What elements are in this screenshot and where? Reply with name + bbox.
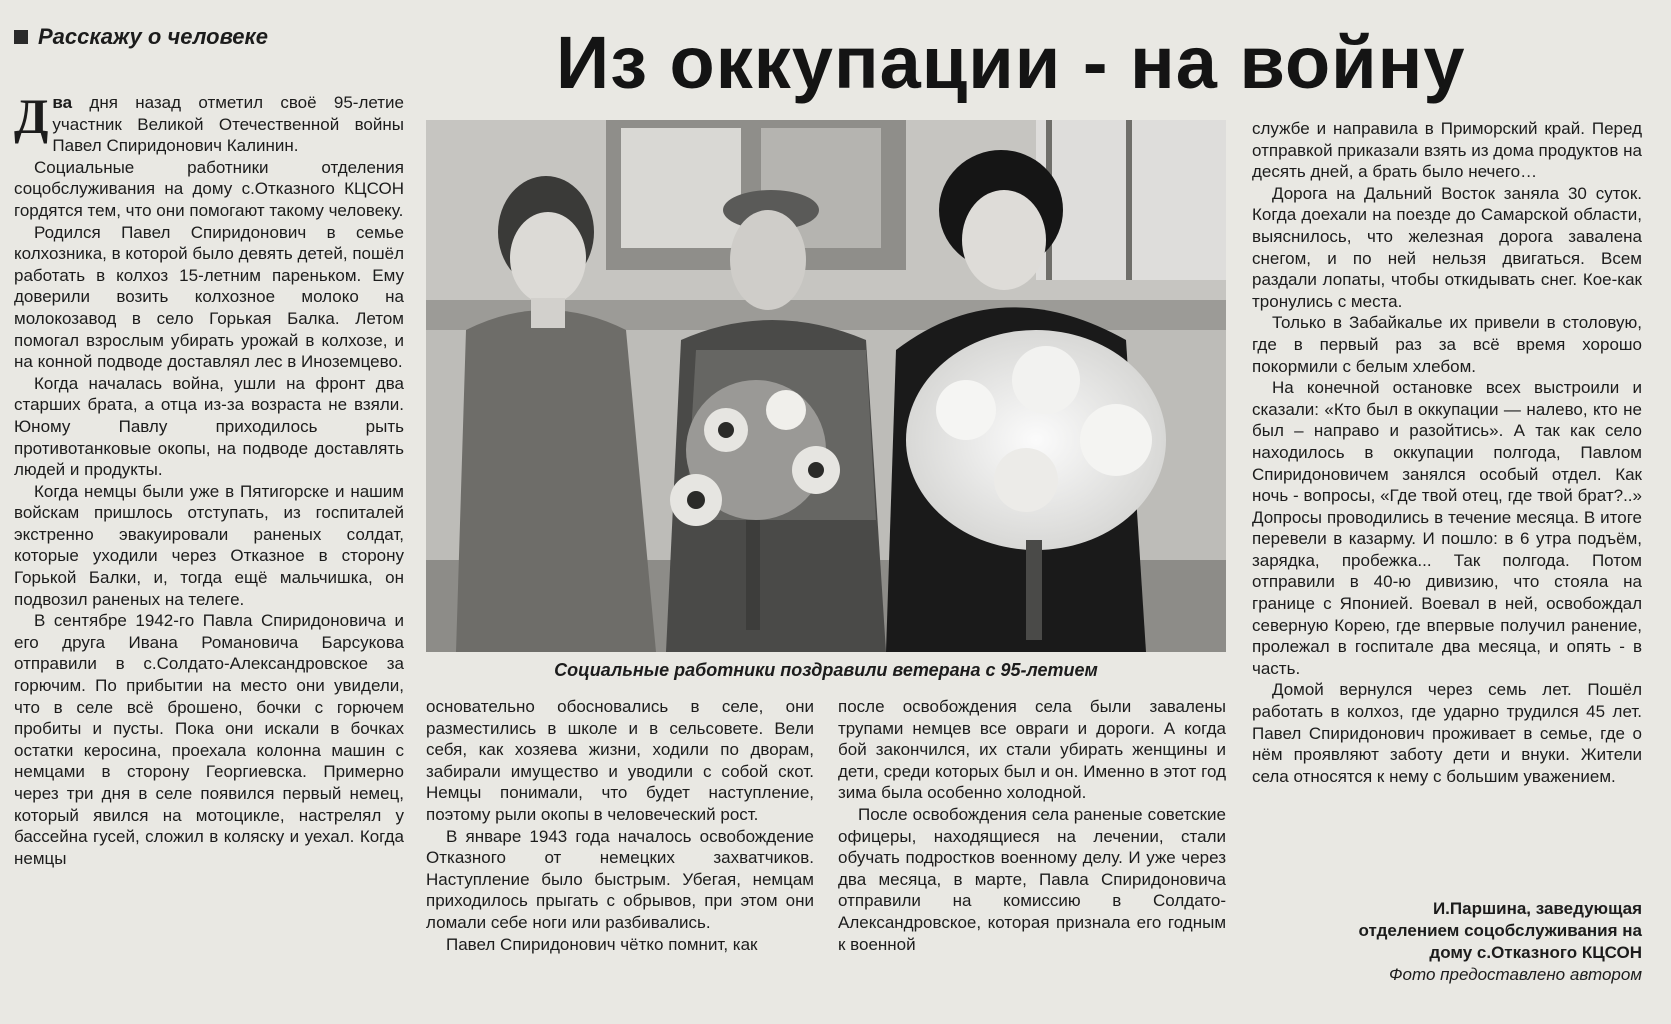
paragraph: Дорога на Дальний Восток заняла 30 суток. Когда доехали на поезде до Самарской области, выяснилось, что железная дорога завалена снегом, и по ней нельзя двигаться. Всем раздали лопаты, чтобы откидывать снег. Кое-как тронулись с места. (1252, 183, 1642, 311)
column-1 (14, 88, 404, 869)
lead-text: дня назад отметил своё 95-летие участник Великой Отечественной войны Павел Спиридонович Калинин. (52, 93, 404, 156)
lead-paragraph (14, 88, 404, 157)
paragraph: На конечной остановке всех выстроили и сказали: «Кто был в оккупации — налево, кто не был – направо и разойтись». А так как село находилось в оккупации полгода, Павлом Спиридоновичем занялся особый отдел. Как ночь - вопросы, «Где твой отец, где твой брат?..» Допросы проводились в течение месяца. В итоге перевели в казарму. И пошло: в 6 утра подъём, зарядка, пробежка... Так полгода. Потом отправили в 40-ю дивизию, что стояла на границе с Японией. Воевал в ней, освобождал северную Корею, где впервые получил ранение, пролежал в госпитале два месяца, и опять - в часть. (1252, 378, 1642, 678)
paragraph: Павел Спиридонович чётко помнит, как (446, 934, 758, 954)
author-organization: дому с.Отказного КЦСОН (1429, 943, 1642, 962)
article-headline: Из оккупации - на войну (556, 21, 1466, 104)
square-bullet-icon (14, 30, 28, 44)
author-position: отделением соцобслуживания на (1358, 921, 1642, 940)
paragraph: Когда началась война, ушли на фронт два старших брата, а отца из-за возраста не взяли. Юному Павлу приходилось рыть противотанковые окопы, на подводе доставлять людей и продукты. (14, 373, 404, 480)
column-4 (1252, 118, 1642, 787)
column-3 (838, 696, 1226, 955)
paragraph: основательно обосновались в селе, они разместились в школе и в сельсовете. Вели себя, как хозяева жизни, ходили по дворам, забирали имущество и уводили с собой скот. Немцы понимали, что будет наступление, поэтому рыли окопы в человеческий рост. (426, 697, 814, 824)
paragraph: В январе 1943 года началось освобождение Отказного от немецких захватчиков. Наступление было быстрым. Убегая, немцам приходилось прыгать с обрывов, при этом они ломали себе ноги или разбивались. (426, 826, 814, 932)
paragraph: Только в Забайкалье их привели в столовую, где в первый раз за всё время хорошо покормили с белым хлебом. (1252, 313, 1642, 376)
paragraph: Когда немцы были уже в Пятигорске и нашим войскам пришлось отступать, из госпиталей экстренно эвакуировали раненых солдат, которые уходили через Отказное в сторону Горькой Балки, и, тогда ещё мальчишка, он подвозил раненых на телеге. (14, 481, 404, 609)
dropcap: Д (14, 88, 49, 144)
paragraph: Родился Павел Спиридонович в семье колхозника, в которой было девять детей, пошёл работать в колхоз 15-летним пареньком. Ему доверили возить колхозное молоко на молокозавод в село Горькая Балка. Летом помогал взрослым убирать урожай в колхозе, и на конной подводе доставлял лес в Иноземцево. (14, 222, 404, 372)
lead-bold: ва (52, 93, 73, 112)
paragraph: В сентябре 1942-го Павла Спиридоновича и его друга Ивана Романовича Барсукова отправили в с.Солдато-Александровское за горючим. По прибытии на место они увидели, что в селе всё брошено, бочки с горючем пробиты и пусты. Пока они искали в бочках остатки керосина, проехала колонна машин с немцами в сторону Георгиевска. Примерно через три дня в селе появился первый немец, который явился на мотоцикле, настрелял у бассейна гусей, сложил в коляску и уехал. Когда немцы (14, 611, 404, 868)
paragraph: Социальные работники отделения соцобслуживания на дому с.Отказного КЦСОН гордятся тем, что они помогают такому человеку. (14, 157, 404, 220)
author-name: И.Паршина, заведующая (1432, 899, 1642, 918)
author-signature (1252, 898, 1642, 986)
column-2 (426, 696, 814, 955)
paragraph: После освобождения села раненые советские офицеры, находящиеся на лечении, стали обучать подростков военному делу. И уже через два месяца, в марте, Павла Спиридоновича отправили на комиссию в Солдато-Александровское, которая признала его годным к военной (838, 804, 1226, 954)
rubric-label: Расскажу о человеке (38, 24, 268, 49)
photo-credit: Фото предоставлено автором (1389, 965, 1642, 984)
paragraph: Домой вернулся через семь лет. Пошёл работать в колхоз, где ударно трудился 45 лет. Павел Спиридонович проживает в семье, где о нём проявляют заботу дети и внуки. Жители села относятся к нему с большим уважением. (1252, 680, 1642, 786)
article-photo (426, 120, 1226, 652)
paragraph: службе и направила в Приморский край. Перед отправкой приказали взять из дома продуктов на десять дней, а брать было нечего… (1252, 119, 1642, 182)
paragraph: после освобождения села были завалены трупами немцев все овраги и дороги. А когда бой закончился, их стали убирать женщины и дети, среди которых был и он. Именно в этот год зима была особенно холодной. (838, 697, 1226, 803)
photo-caption: Социальные работники поздравили ветерана с 95-летием (554, 660, 1098, 680)
section-rubric (14, 24, 268, 50)
photo-illustration (426, 120, 1226, 652)
